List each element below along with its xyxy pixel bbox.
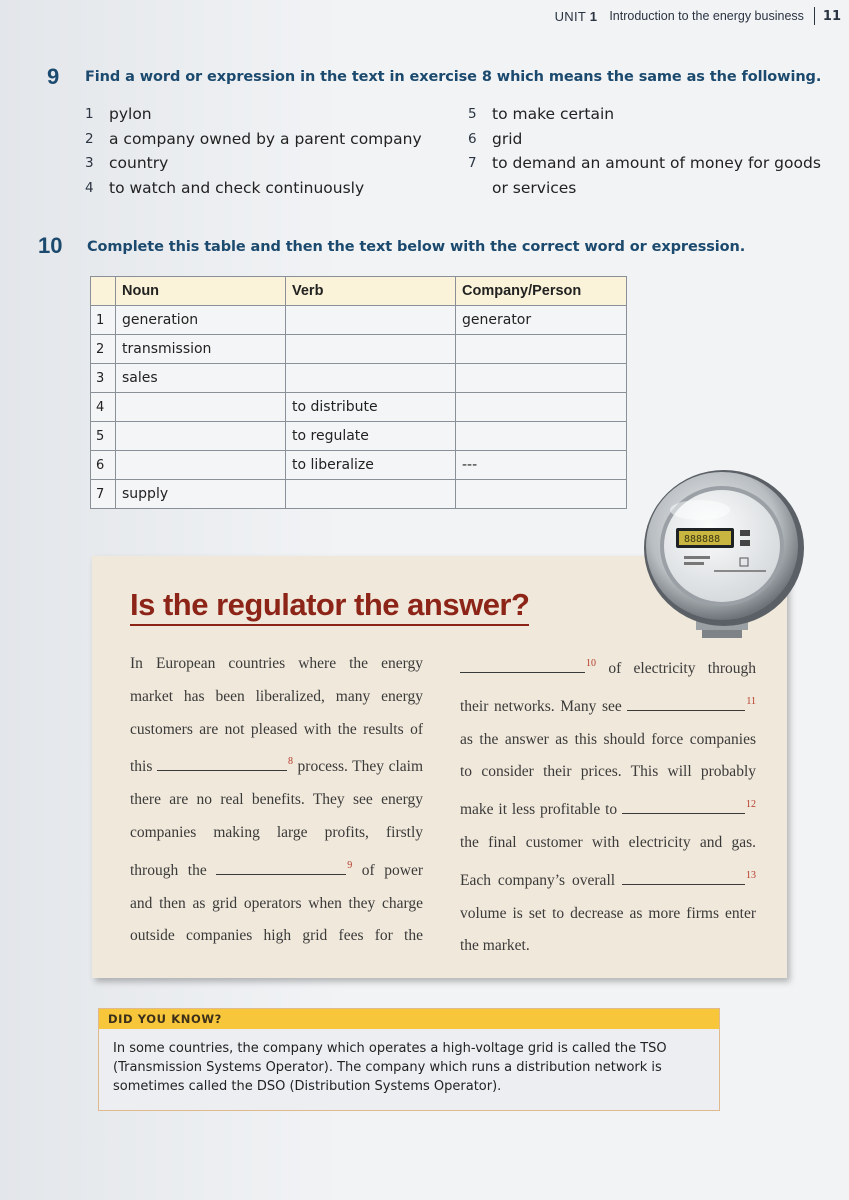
did-you-know-heading: DID YOU KNOW?: [99, 1009, 719, 1029]
table-row: [91, 480, 627, 509]
text-line: customers are not pleased with the results of: [130, 720, 423, 738]
noun-cell[interactable]: supply: [116, 480, 286, 509]
person-cell[interactable]: generator: [456, 306, 627, 335]
row-number: 3: [91, 364, 116, 393]
table-row: [91, 451, 627, 480]
article-right-column: [460, 648, 756, 963]
list-item: 5 to make certain: [468, 105, 615, 123]
noun-cell[interactable]: [116, 451, 286, 480]
exercise-9-instruction: Find a word or expression in the text in exercise 8 which means the same as the following.: [85, 69, 822, 85]
exercise-9-list-right: [468, 102, 821, 200]
row-number: 6: [91, 451, 116, 480]
gap-10-blank[interactable]: [460, 658, 585, 673]
did-you-know-box: [98, 1008, 720, 1111]
table-row: [91, 393, 627, 422]
gap-number: 9: [347, 859, 353, 871]
column-header-verb: Verb: [286, 277, 456, 306]
column-header-noun: Noun: [116, 277, 286, 306]
table-row: [91, 422, 627, 451]
verb-cell[interactable]: to distribute: [286, 393, 456, 422]
text-line: Each company’s overall $^{13}$: [460, 869, 757, 889]
table-row: [91, 306, 627, 335]
text-line: sometimes called the DSO (Distribution Systems Operator).: [113, 1079, 502, 1094]
text-line: the final customer with electricity and gas.: [460, 833, 756, 851]
text-line: In some countries, the company which operates a high-voltage grid is called the TSO: [113, 1041, 667, 1056]
text-line: the market.: [460, 937, 530, 955]
running-header: [555, 6, 841, 26]
table-row: [91, 335, 627, 364]
text-line: as the answer as this should force companies: [460, 730, 756, 748]
noun-cell[interactable]: [116, 393, 286, 422]
table-header-corner: [91, 277, 116, 306]
text-line: their networks. Many see $^{11}$: [460, 695, 756, 715]
did-you-know-body: [99, 1029, 719, 1096]
row-number: 1: [91, 306, 116, 335]
text-line: $^{10}$ of electricity through: [460, 648, 756, 686]
person-cell[interactable]: [456, 335, 627, 364]
text-line: (Transmission Systems Operator). The company which runs a distribution network is: [113, 1060, 662, 1075]
text-line: this $^8$ process. They claim: [130, 756, 424, 776]
table-row: [91, 364, 627, 393]
person-cell[interactable]: [456, 480, 627, 509]
list-item: 3 country: [85, 154, 169, 172]
text-line: companies making large profits, firstly: [130, 823, 423, 841]
list-item: 4 to watch and check continuously: [85, 178, 365, 197]
person-cell[interactable]: [456, 393, 627, 422]
gap-number: 11: [746, 695, 756, 707]
page-number: 11: [822, 8, 841, 24]
noun-cell[interactable]: generation: [116, 306, 286, 335]
table-header-row: [91, 277, 627, 306]
exercise-10-number: 10: [38, 233, 63, 258]
text-line: to consider their prices. This will probably: [460, 763, 756, 781]
list-item: 2 a company owned by a parent company: [85, 129, 422, 148]
row-number: 2: [91, 335, 116, 364]
unit-label: UNIT 1: [554, 8, 598, 24]
text-line: outside companies high grid fees for the: [130, 927, 423, 945]
list-item: or services: [492, 178, 577, 197]
exercise-9-number: 9: [47, 64, 60, 89]
gap-number: 13: [746, 869, 757, 881]
noun-cell[interactable]: [116, 422, 286, 451]
noun-cell[interactable]: sales: [116, 364, 286, 393]
verb-cell[interactable]: to regulate: [286, 422, 456, 451]
article-left-column: [130, 648, 423, 953]
header-divider: [814, 7, 815, 25]
gap-11-blank[interactable]: [627, 696, 745, 711]
article-title: Is the regulator the answer?: [130, 586, 529, 626]
chapter-title: Introduction to the energy business: [609, 9, 804, 23]
person-cell[interactable]: [456, 422, 627, 451]
person-cell: ---: [456, 451, 627, 480]
text-line: make it less profitable to $^{12}$: [460, 799, 756, 819]
word-table: [90, 276, 627, 509]
verb-cell[interactable]: [286, 335, 456, 364]
noun-cell[interactable]: transmission: [116, 335, 286, 364]
row-number: 7: [91, 480, 116, 509]
column-header-person: Company/Person: [456, 277, 627, 306]
person-cell[interactable]: [456, 364, 627, 393]
list-item: 6 grid: [468, 129, 523, 148]
text-line: through the $^9$ of power: [130, 859, 423, 879]
text-line: and then as grid operators when they charge: [130, 894, 423, 912]
list-item: 7 to demand an amount of money for goods: [468, 154, 821, 172]
gap-8-blank[interactable]: [157, 756, 287, 771]
gap-number: 10: [586, 658, 596, 669]
electricity-meter-image: [640, 470, 805, 642]
row-number: 5: [91, 422, 116, 451]
list-item: 1 pylon: [85, 105, 152, 123]
text-line: market has been liberalized, many energy: [130, 687, 423, 705]
gap-number: 12: [746, 799, 756, 811]
verb-cell[interactable]: [286, 306, 456, 335]
gap-9-blank[interactable]: [216, 860, 346, 875]
row-number: 4: [91, 393, 116, 422]
gap-number: 8: [287, 756, 293, 768]
text-line: In European countries where the energy: [130, 655, 423, 672]
verb-cell[interactable]: [286, 480, 456, 509]
verb-cell[interactable]: [286, 364, 456, 393]
gap-13-blank[interactable]: [622, 870, 745, 885]
verb-cell[interactable]: to liberalize: [286, 451, 456, 480]
exercise-9-list-left: [85, 102, 422, 200]
text-line: there are no real benefits. They see energy: [130, 791, 423, 809]
exercise-10-instruction: Complete this table and then the text below with the correct word or expression.: [87, 239, 746, 255]
gap-12-blank[interactable]: [622, 799, 745, 814]
meter-display-text: 888888: [684, 534, 721, 545]
text-line: volume is set to decrease as more firms enter: [460, 904, 756, 922]
